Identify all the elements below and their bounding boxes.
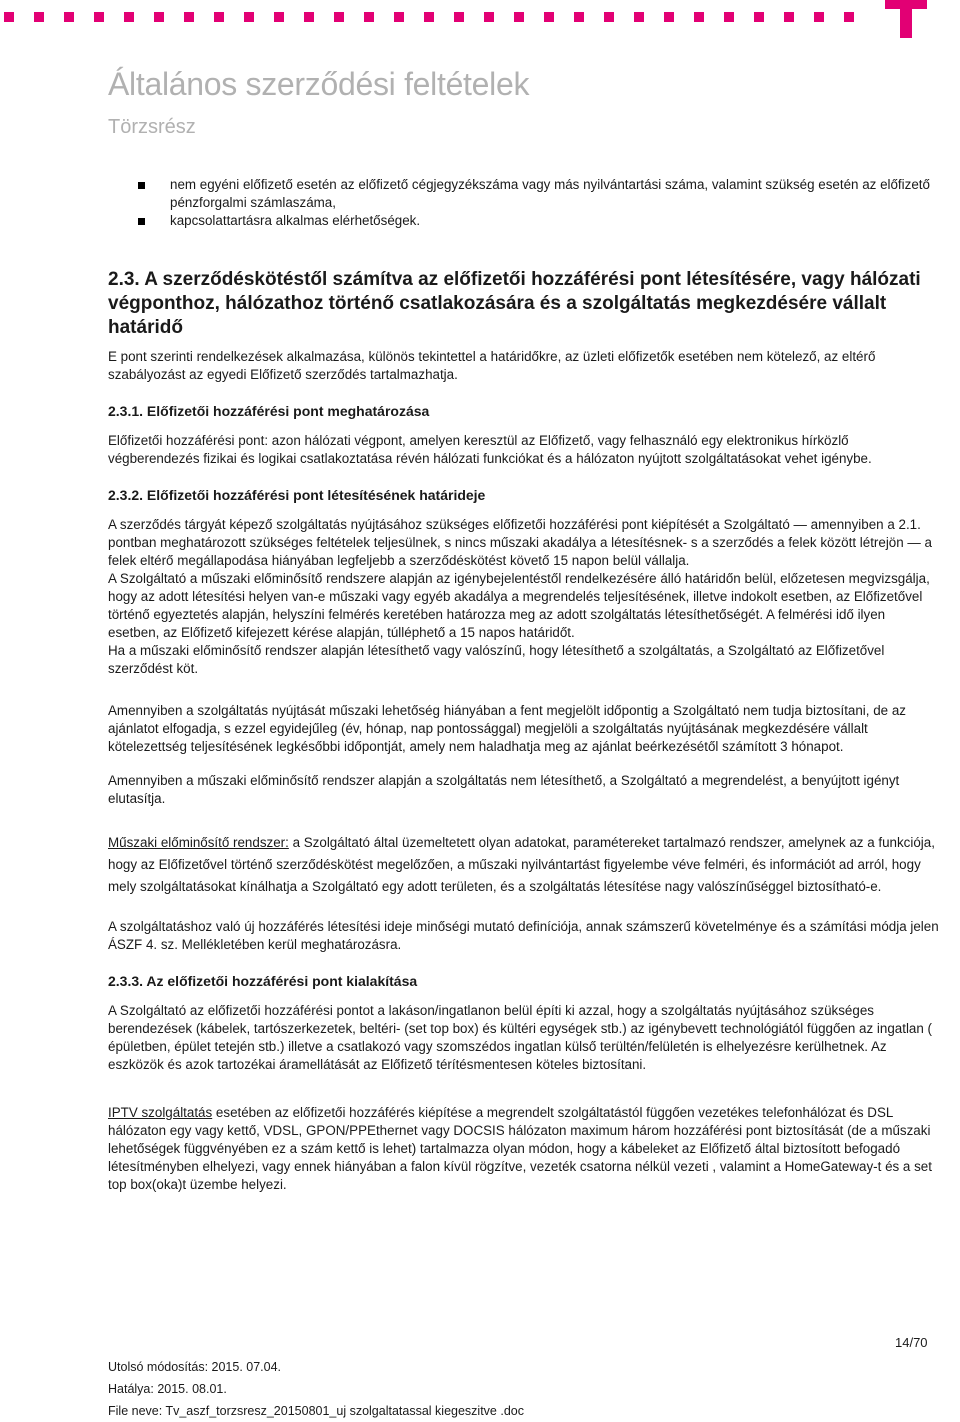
list-item: kapcsolattartásra alkalmas elérhetőségek. — [138, 212, 940, 230]
brand-dots — [4, 12, 874, 22]
section-heading-2-3: 2.3. A szerződéskötéstől számítva az előfizetői hozzáférési pont létesítésére, vagy hálózati végponthoz, hálózathoz történő csatlakozására és a szolgáltatás megkezdésére vállalt határidő — [108, 269, 921, 338]
page-subtitle: Törzsrész — [108, 116, 196, 138]
list-item: nem egyéni előfizető esetén az előfizető cégjegyzékszáma vagy más nyilvántartási száma, valamint szükség esetén az előfizető pénzforgalmi számlaszáma, — [138, 176, 940, 212]
section-heading-2-3-2: 2.3.2. Előfizetői hozzáférési pont létesítésének határideje — [108, 487, 486, 503]
requirements-list — [138, 176, 940, 230]
paragraph: Ha a műszaki előminősítő rendszer alapján létesíthető vagy valószínű, hogy létesíthető a szolgáltatás, a Szolgáltató az Előfizetővel szerződést köt. — [108, 643, 885, 676]
last-modified: Utolsó módosítás: 2015. 07.04. — [108, 1360, 282, 1374]
defined-term: IPTV szolgáltatás — [108, 1105, 213, 1120]
section-heading-2-3-1: 2.3.1. Előfizetői hozzáférési pont meghatározása — [108, 403, 430, 419]
paragraph: Előfizetői hozzáférési pont: azon hálózati végpont, amelyen keresztül az Előfizető, vagy felhasználó egy elektronikus hírközlő végberendezés fizikai és logikai csatlakoztatása révén hálózati funkciókat és a hálózaton nyújtott szolgáltatásokat vehet igénybe. — [108, 433, 872, 466]
page-number: 14/70 — [895, 1335, 928, 1350]
telekom-t-logo-icon — [885, 0, 927, 38]
paragraph: A Szolgáltató a műszaki előminősítő rendszere alapján az igénybejelentéstől rendelkezésére álló határidőn belül, előzetesen megvizsgálja, hogy az adott létesítési helyen van-e műszaki vagy egyéb akadálya a megrendelés teljesítésének, illetve indokolt esetben, az Előfizetővel történő egyeztetés alapján, helyszíni felmérés keretében határozza meg az adott szolgáltatás létesíthetőségét. A felmérési idő ilyen esetben, az Előfizető kifejezett kérése alapján, túlléphető a 15 napos határidőt. — [108, 571, 930, 640]
page-title: Általános szerződési feltételek — [108, 66, 530, 102]
file-name: File neve: Tv_aszf_torzsresz_20150801_uj szolgaltatassal kiegeszitve .doc — [108, 1404, 524, 1418]
paragraph-iptv — [108, 1104, 940, 1194]
definition-text: a Szolgáltató által üzemeltetett olyan adatokat, paramétereket tartalmazó rendszer, amelynek az a funkciója, hogy az Előfizetővel történő szerződéskötést megelőzően, a műszaki nyilvántartást figyelembe véve felméri, és információt ad arról, hogy mely szolgáltatásokat kínálhatja a Szolgáltató egy adott területen, és a szolgáltatás létesítése nagy valószínűséggel biztosítható-e. — [108, 835, 935, 894]
paragraph: A Szolgáltató az előfizetői hozzáférési pontot a lakáson/ingatlanon belül építi ki azzal, hogy a szolgáltatás nyújtásához szükséges berendezések (kábelek, tartószerkezetek, beltéri- (set top box) és kültéri egységek stb.) az igénybevett technológiától függően az ingatlan ( épületben, épület tetején stb.) illetve a csatlakozó vagy szomszédos ingatlan külső terültén/felületén is elhelyezésre kerülhetnek. Az eszközök és azok tartozékai áramellátását az Előfizető térítésmentesen köteles biztosítani. — [108, 1003, 932, 1072]
paragraph: Amennyiben a szolgáltatás nyújtását műszaki lehetőség hiányában a fent megjelölt időpontig a Szolgáltató nem tudja biztosítani, de az ajánlatot elfogadja, s ezzel egyidejűleg (év, hónap, nap pontossággal) megjelöli a szolgáltatás nyújtásának megkezdésére vállalt kötelezettség teljesítésének legkésőbbi időpontját, amely nem haladhatja meg az ajánlat beérkezésétől számított 3 hónapot. — [108, 703, 906, 754]
paragraph: E pont szerinti rendelkezések alkalmazása, különös tekintettel a határidőkre, az üzleti előfizetők esetében nem kötelező, az eltérő szabályozást az egyedi Előfizető szerződés tartalmazhatja. — [108, 349, 876, 382]
document-body — [108, 176, 940, 1194]
paragraph-text: esetében az előfizetői hozzáférés kiépítése a megrendelt szolgáltatástól függően vezetékes telefonhálózat és DSL hálózaton egy vagy kettő, VDSL, GPON/PPEthernet vagy DOCSIS hálózaton maximum három hozzáférési pont biztosítását (de a műszaki lehetőségek függvényében ez a szám kettő is lehet) tartalmazza olyan módon, hogy a kábeleket az Előfizető által biztosított befogadó létesítményben elhelyezi, vagy ennek hiányában a falon kívül rögzítve, vezeték csatorna nélkül vezeti , valamint a HomeGateway-t és a set top box(oka)t üzembe helyezi. — [108, 1105, 932, 1192]
effective-date: Hatálya: 2015. 08.01. — [108, 1382, 227, 1396]
paragraph: A szolgáltatáshoz való új hozzáférés létesítési ideje minőségi mutató definíciója, annak számszerű követelménye és a számítási módja jelen ÁSZF 4. sz. Mellékletében kerül meghatározásra. — [108, 919, 939, 952]
document-footer — [108, 1356, 524, 1422]
paragraph-definition — [108, 832, 940, 898]
paragraph: Amennyiben a műszaki előminősítő rendszer alapján a szolgáltatás nem létesíthető, a Szolgáltató a megrendelést, a benyújtott igényt elutasítja. — [108, 773, 900, 806]
section-heading-2-3-3: 2.3.3. Az előfizetői hozzáférési pont kialakítása — [108, 973, 418, 989]
paragraph: A szerződés tárgyát képező szolgáltatás nyújtásához szükséges előfizetői hozzáférési pont kiépítését a Szolgáltató — amennyiben a 2.1. pontban meghatározott szükséges feltételek teljesülnek, s nincs műszaki akadálya a létesítésnek- s a szerződés a felek között létrejön — a felek eltérő megállapodása hiányában legfeljebb a szerződéskötést követő 15 napon belül vállalja. — [108, 517, 932, 568]
defined-term: Műszaki előminősítő rendszer: — [108, 835, 289, 850]
brand-header-bar — [0, 0, 960, 40]
